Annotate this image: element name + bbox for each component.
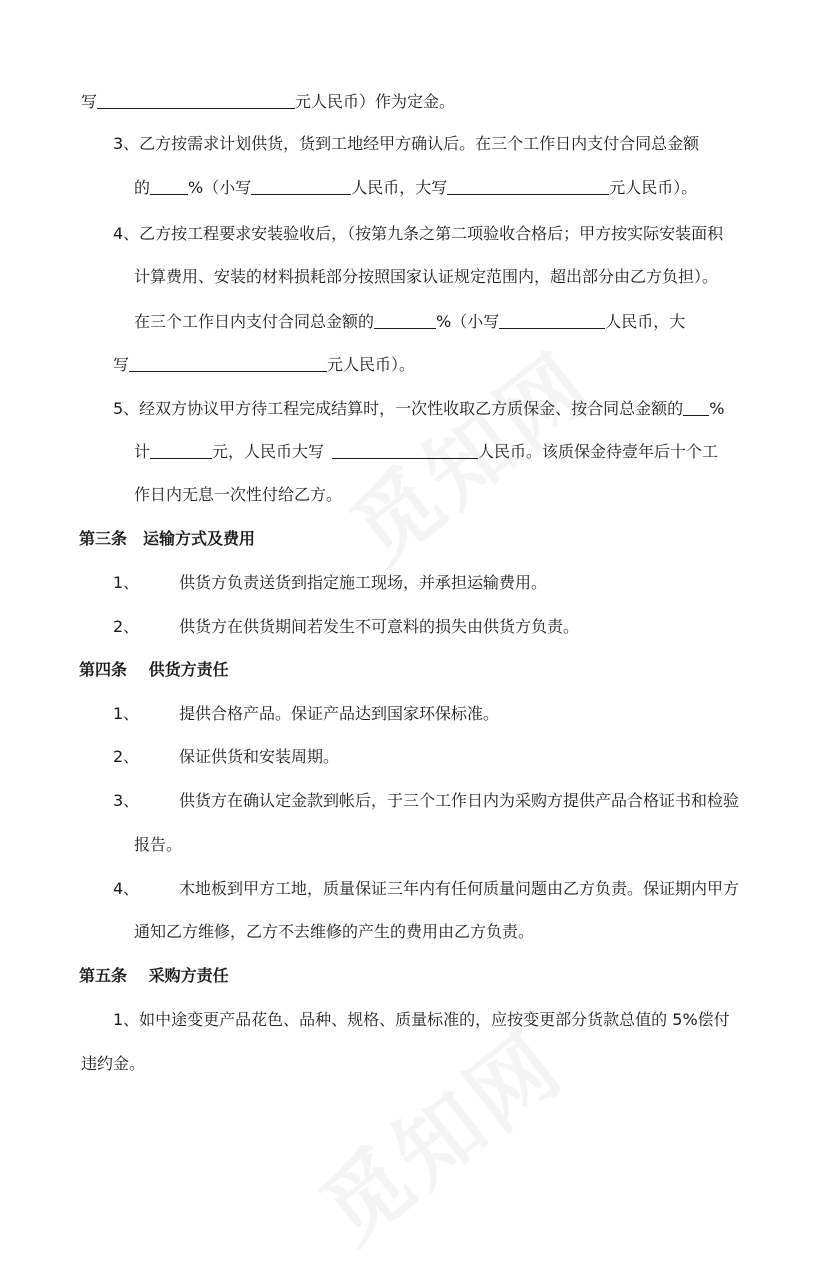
text: 写 xyxy=(81,92,98,111)
text-line xyxy=(134,267,830,287)
text: 的 xyxy=(134,178,151,197)
list-item: 2、 保证供货和安装周期。 xyxy=(113,747,340,766)
text: %（小写 xyxy=(436,312,500,331)
blank-field xyxy=(374,312,436,329)
text: %（小写 xyxy=(188,178,252,197)
text-line xyxy=(113,399,830,419)
text-line xyxy=(134,178,830,198)
blank-field xyxy=(251,178,351,195)
text-line xyxy=(134,442,830,462)
text: 写 xyxy=(113,355,130,374)
list-item-continuation: 报告。 xyxy=(134,835,183,854)
list-item-continuation: 违约金。 xyxy=(81,1054,146,1073)
list-item: 2、 供货方在供货期间若发生不可意料的损失由供货方负责。 xyxy=(113,617,580,636)
list-item: 4、 木地板到甲方工地，质量保证三年内有任何质量问题由乙方负责。保证期内甲方 xyxy=(113,879,740,898)
list-item-continuation: 通知乙方维修，乙方不去维修的产生的费用由乙方负责。 xyxy=(134,922,535,941)
blank-field xyxy=(332,442,478,459)
text: 计 xyxy=(134,442,151,461)
text: 元人民币）作为定金。 xyxy=(295,92,456,111)
text: 元人民币）。 xyxy=(327,355,416,374)
text-line xyxy=(134,485,830,505)
text-line xyxy=(134,312,830,332)
text: 元，人民币大写 xyxy=(212,442,325,461)
text-line xyxy=(113,134,830,154)
blank-field xyxy=(447,178,609,195)
list-item: 3、 供货方在确认定金款到帐后，于三个工作日内为采购方提供产品合格证书和检验 xyxy=(113,791,740,810)
list-item: 1、如中途变更产品花色、品种、规格、质量标准的，应按变更部分货款总值的 5%偿付 xyxy=(113,1010,730,1029)
blank-field xyxy=(97,92,295,109)
text: 作日内无息一次性付给乙方。 xyxy=(134,485,343,504)
text: 人民币。该质保金待壹年后十个工 xyxy=(478,442,719,461)
article-3-title: 第三条 运输方式及费用 xyxy=(79,529,256,548)
text: 4、乙方按工程要求安装验收后，（按第九条之第二项验收合格后；甲方按实际安装面积 xyxy=(113,224,724,243)
blank-field xyxy=(683,399,709,416)
text: 人民币，大 xyxy=(605,312,686,331)
article-5-title: 第五条 采购方责任 xyxy=(79,966,229,985)
text-line xyxy=(81,92,830,112)
text: 人民币，大写 xyxy=(351,178,448,197)
text: % xyxy=(709,399,725,418)
article-4-title: 第四条 供货方责任 xyxy=(79,660,229,679)
blank-field xyxy=(129,355,327,372)
blank-field xyxy=(150,178,188,195)
text: 元人民币）。 xyxy=(609,178,698,197)
watermark xyxy=(291,998,585,1266)
blank-field xyxy=(150,442,212,459)
list-item: 1、 供货方负责送货到指定施工现场，并承担运输费用。 xyxy=(113,573,548,592)
list-item: 1、 提供合格产品。保证产品达到国家环保标准。 xyxy=(113,704,500,723)
text: 3、乙方按需求计划供货，货到工地经甲方确认后。在三个工作日内支付合同总金额 xyxy=(113,134,700,153)
text-line xyxy=(113,355,830,375)
blank-field xyxy=(499,312,605,329)
text: 在三个工作日内支付合同总金额的 xyxy=(134,312,375,331)
text: 计算费用、安装的材料损耗部分按照国家认证规定范围内，超出部分由乙方负担）。 xyxy=(134,267,719,286)
text: 5、经双方协议甲方待工程完成结算时，一次性收取乙方质保金、按合同总金额的 xyxy=(113,399,684,418)
text-line xyxy=(113,224,830,244)
